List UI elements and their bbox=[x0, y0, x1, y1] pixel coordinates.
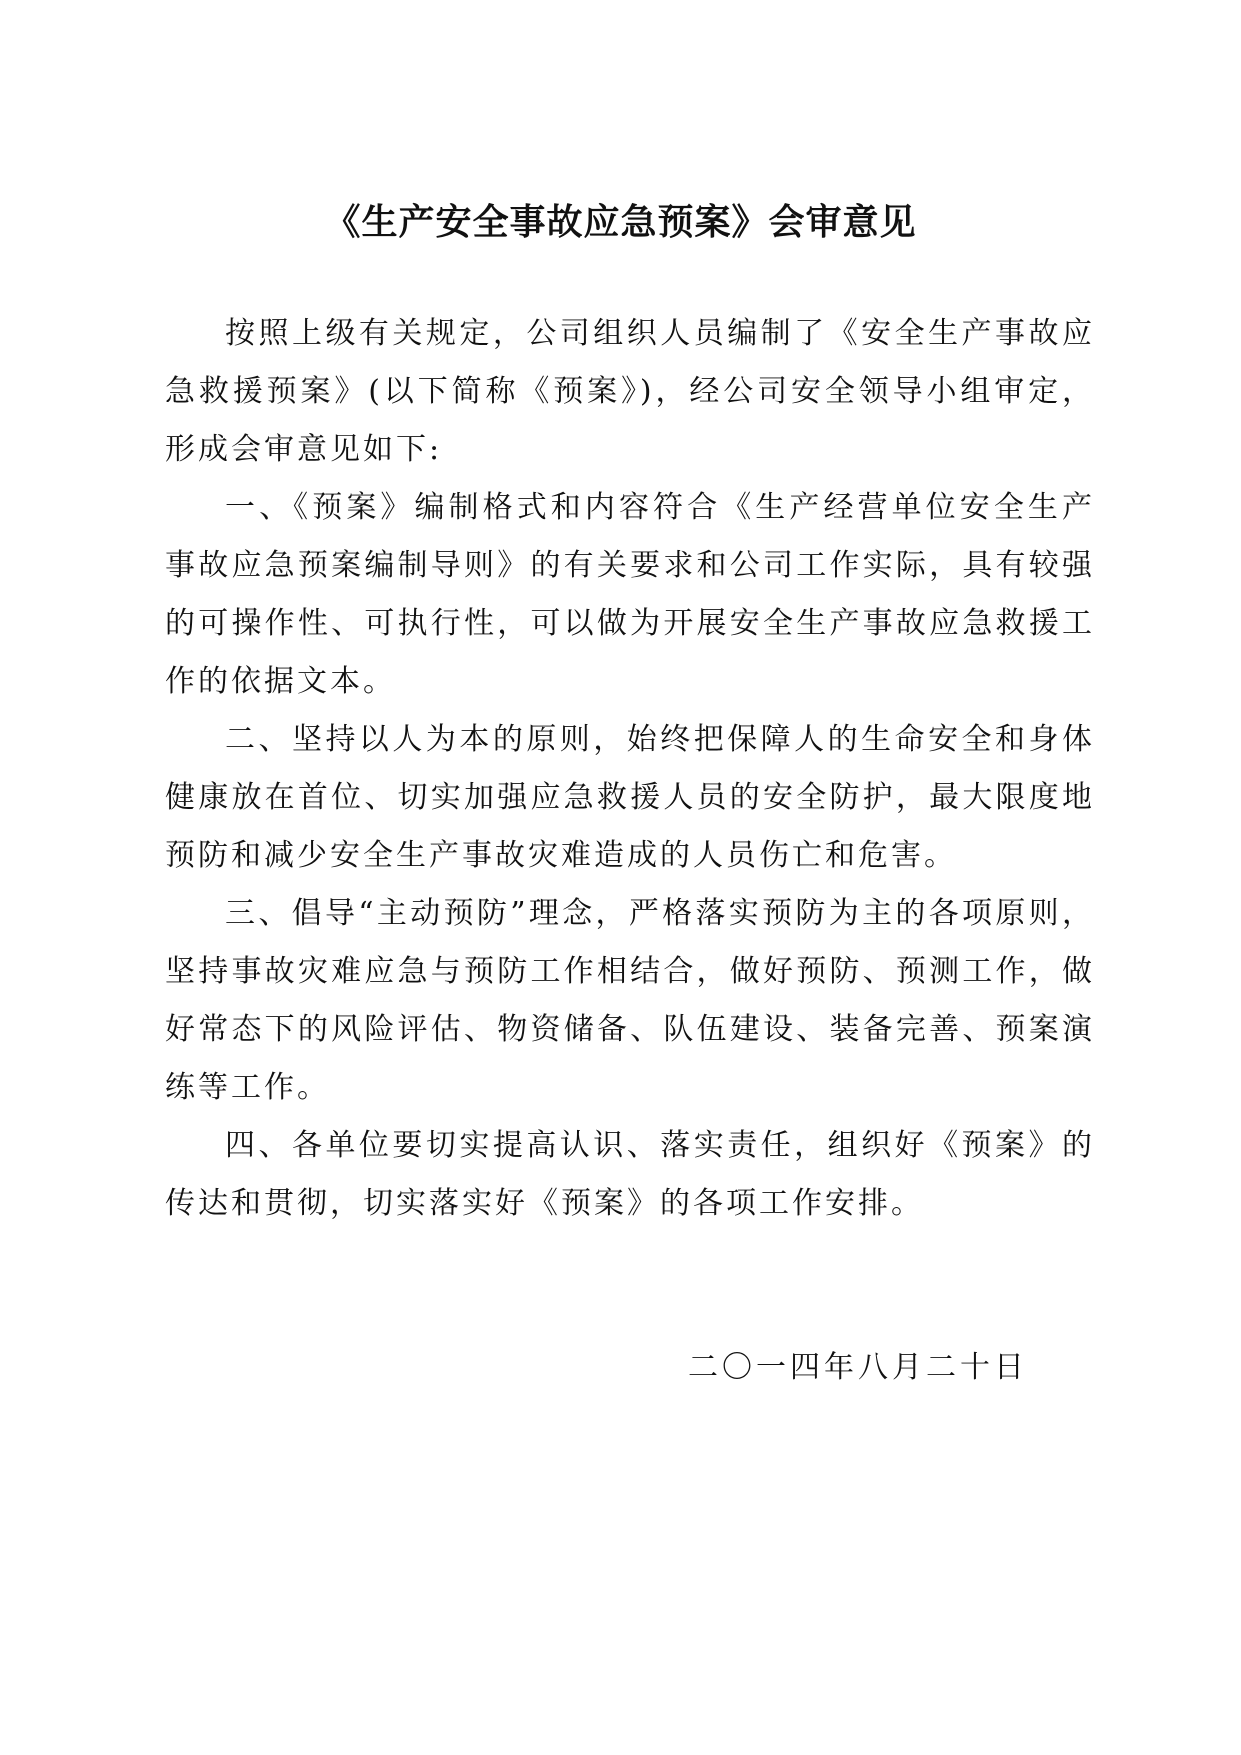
document-body bbox=[165, 305, 1095, 1233]
document-date: 二〇一四年八月二十日 bbox=[688, 1350, 1028, 1385]
paragraph-item-3: 三、倡导“主动预防”理念，严格落实预防为主的各项原则，坚持事故灾难应急与预防工作相结合，做好预防、预测工作，做好常态下的风险评估、物资储备、队伍建设、装备完善、预案演练等工作。 bbox=[165, 896, 1095, 1105]
paragraph-intro: 按照上级有关规定，公司组织人员编制了《安全生产事故应急救援预案》(以下简称《预案》)，经公司安全领导小组审定，形成会审意见如下: bbox=[165, 316, 1095, 467]
document-title: 《生产安全事故应急预案》会审意见 bbox=[324, 202, 917, 243]
paragraph-item-4: 四、各单位要切实提高认识、落实责任，组织好《预案》的传达和贯彻，切实落实好《预案》的各项工作安排。 bbox=[165, 1128, 1095, 1221]
paragraph-item-1: 一、《预案》编制格式和内容符合《生产经营单位安全生产事故应急预案编制导则》的有关要求和公司工作实际，具有较强的可操作性、可执行性，可以做为开展安全生产事故应急救援工作的依据文本。 bbox=[165, 490, 1095, 699]
paragraph-item-2: 二、坚持以人为本的原则，始终把保障人的生命安全和身体健康放在首位、切实加强应急救援人员的安全防护，最大限度地预防和减少安全生产事故灾难造成的人员伤亡和危害。 bbox=[165, 722, 1095, 873]
